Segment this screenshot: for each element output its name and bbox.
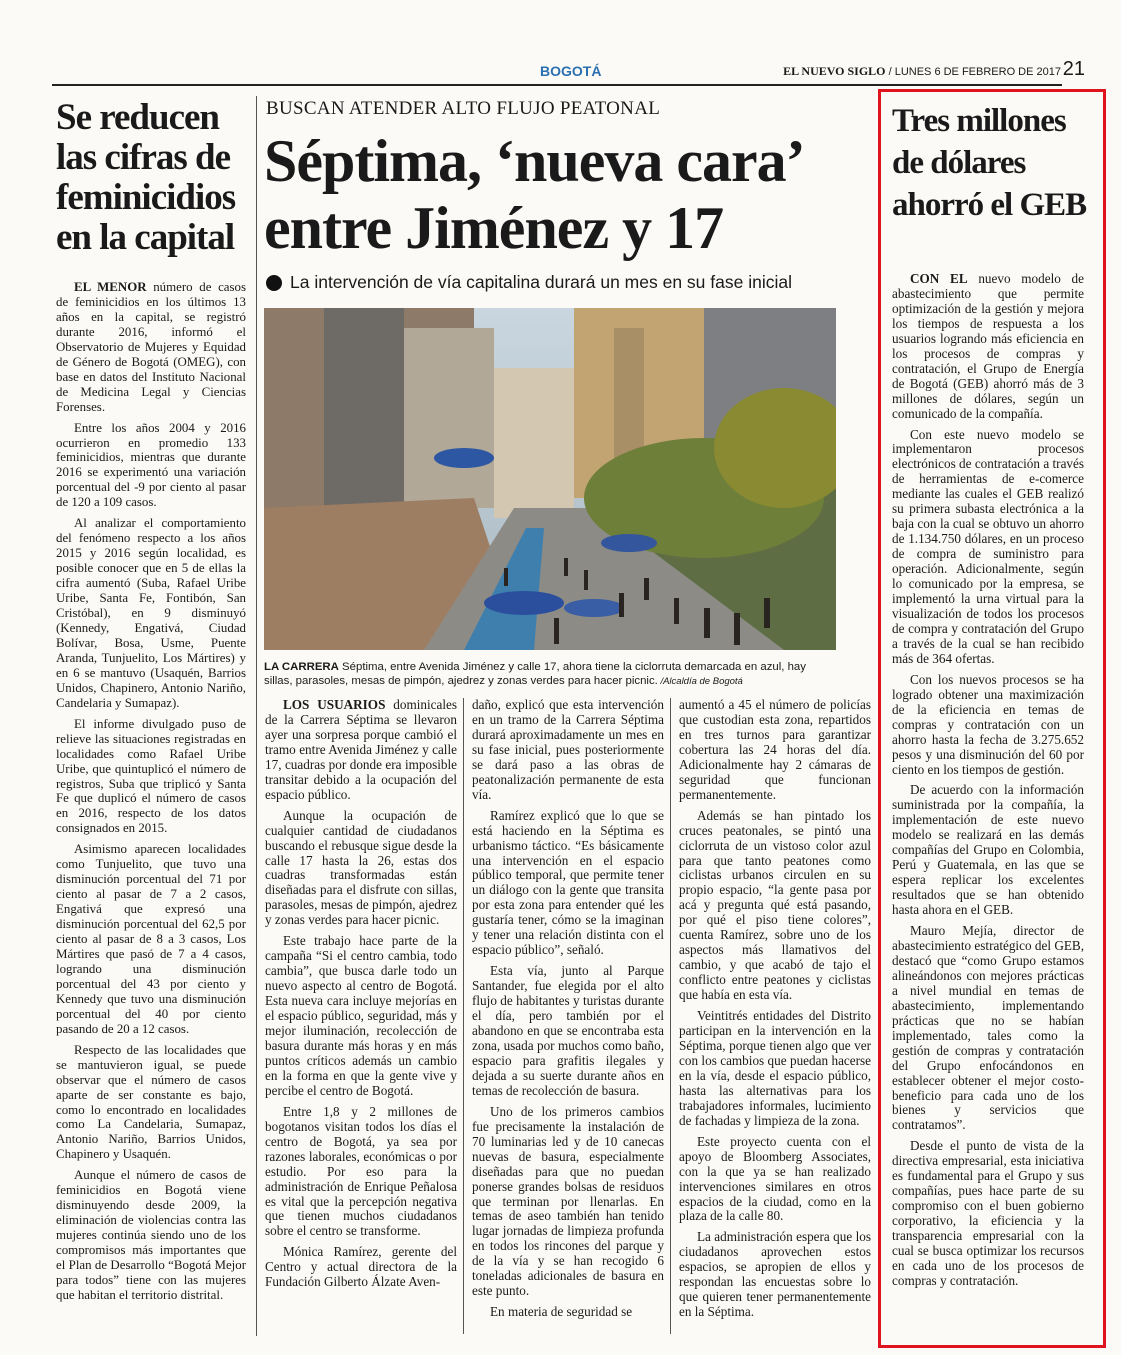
- center-paragraph: Uno de los primeros cambios fue precisamente la instalación de 70 luminarias led y de 10 canecas nuevas de basura, especialmente diseñadas para que no puedan ponerse grandes bolsas de residuos que terminan por llenarlas. En temas de aseo también han tenido lugar jornadas de limpieza profunda en todos los rincones del parque y de la vía y se han recogido 6 toneladas adicionales de basura en este punto.: [472, 1103, 664, 1299]
- center-paragraph: Entre 1,8 y 2 millones de bogotanos visitan todos los días el centro de Bogotá, ya sea por razones laborales, económicas o por estudio. Por eso para la administración de Enrique Peñalosa es vital que la percepción negativa que tienen muchos ciudadanos sobre el centro se transforme.: [265, 1103, 457, 1239]
- center-deck: [266, 272, 792, 293]
- right-lead-caps: CON EL: [910, 271, 968, 286]
- paper-name: EL NUEVO SIGLO: [783, 64, 886, 78]
- right-lead-text: nuevo modelo de abastecimiento que permite optimización de la gestión y mejora los tiempos de respuesta a los usuarios logrando más eficiencia en los procesos de compras y contratación, el Grupo de Energía de Bogotá (GEB) ahorró más de 3 millones de dólares, según un comunicado de la compañía.: [892, 271, 1085, 421]
- masthead-line: [783, 64, 1061, 79]
- center-column-2: [472, 698, 664, 1326]
- street-photo-illustration: [264, 308, 836, 650]
- right-paragraph: Mauro Mejía, director de abastecimiento estratégico del GEB, destacó que “como Grupo estamos alineándonos con mejores prácticas a nivel mundial en temas de abastecimiento, implementando prácticas que no se habían implementado, tales como la gestión de compras y contratación del Grupo enfocándonos en establecer obtener el mejor costo-beneficio para cada uno de los bienes y servicios que contratamos”.: [892, 923, 1084, 1133]
- center-paragraph: La administración espera que los ciudadanos aprovechen estos espacios, se apropien de ellos y respondan las encuestas sobre lo que quieren tener permanentemente en la Séptima.: [679, 1229, 871, 1320]
- center-paragraph: Este proyecto cuenta con el apoyo de Bloomberg Associates, con la que ya se han realizado intervenciones similares en otros espacios de la ciudad, como en la plaza de la calle 80.: [679, 1133, 871, 1224]
- center-paragraph: Esta vía, junto al Parque Santander, fue elegida por el alto flujo de habitantes y turistas durante el día, pero también por el abandono en que se encontraba esta zona, usada por muchos como baño, espacio para grafitis ilegales y dejada a su suerte durante años en temas de recolección de basura.: [472, 963, 664, 1098]
- center-column-3: [679, 698, 871, 1326]
- left-lead-paragraph: [56, 280, 246, 415]
- photo-credit: /Alcaldía de Bogotá: [657, 676, 743, 687]
- left-article-body: [56, 280, 246, 1309]
- page-number: 21: [1062, 58, 1085, 80]
- center-paragraph: Veintitrés entidades del Distrito participan en la intervención en la Séptima, porque tienen algo que ver con los cambios que puedan hacerse en la vía, desde el espacio público, hasta las alternativas para los trabajadores informales, lucimiento de fachadas y limpieza de la zona.: [679, 1008, 871, 1128]
- center-paragraph: Aunque la ocupación de cualquier cantidad de ciudadanos buscando el rebusque sigue desde la calle 17 hasta la 26, estas dos cuadras transformadas están diseñadas para el disfrute con sillas, parasoles, mesas de pimpón, ajedrez y zonas verdes para hacer picnic.: [265, 807, 457, 928]
- column-divider: [670, 698, 671, 1334]
- center-paragraph: Ramírez explicó que lo que se está haciendo en la Séptima es urbanismo táctico. “Es básicamente una intervención en el espacio público temporal, que permite tener un diálogo con la gente que transita por esta zona para entender qué les gustaría tener, cómo se la imaginan y tener una relación distinta con el espacio público”, señaló.: [472, 807, 664, 958]
- left-lead-text: número de casos de feminicidios en los últimos 13 años en la capital, se registró durante 2016, informó el Observatorio de Mujeres y Equidad de Género de Bogotá (OMEG), con base en datos del Instituto Nacional de Medicina Legal y Ciencias Forenses.: [56, 280, 246, 414]
- right-lead-paragraph: [892, 272, 1084, 422]
- right-paragraph: Con este nuevo modelo se implementaron procesos electrónicos de contratación a través de herramientas de e-comerce mediante las cuales el GEB realizó su primera subasta electrónica a la baja con la cual se obtuvo un ahorro de 1.134.750 dólares, en un proceso de compra de suministro para operación. Adicionalmente, según lo comunicado por la empresa, se implementó la urna virtual para la visualización de todos los procesos de compra y contratación del Grupo a través de la cual se han recibido más de 364 ofertas.: [892, 426, 1084, 666]
- center-lead-caps: LOS USUARIOS: [283, 697, 386, 712]
- center-paragraph: daño, explicó que esta intervención en un tramo de la Carrera Séptima durará aproximadamente un mes en su fase inicial, pues posteriormente se dará paso a las obras de peatonalización permanente de esta vía.: [472, 697, 664, 802]
- right-article-body: [892, 272, 1084, 1295]
- right-paragraph: Desde el punto de vista de la directiva empresarial, esta iniciativa es fundamental para el Grupo y sus compañías, pues hace parte de su compromiso con el buen gobierno corporativo, la eficiencia y la transparencia empresarial con la cual se busca optimizar los recursos en cada uno de los procesos de compras y contratación.: [892, 1138, 1084, 1288]
- center-kicker: BUSCAN ATENDER ALTO FLUJO PEATONAL: [266, 98, 661, 119]
- right-headline: Tres millones de dólares ahorró el GEB: [892, 103, 1087, 223]
- left-lead-caps: EL MENOR: [74, 280, 147, 294]
- column-divider: [463, 698, 464, 1334]
- center-paragraph: Además se han pintado los cruces peatonales, se pintó una ciclorruta de un vistoso color azul para que tanto peatones como ciclistas urbanos circulen en su propio espacio, “la gente pasa por acá y pregunta qué está pasando, por qué el piso tiene colores”, cuenta Ramírez, sobre uno de los aspectos más llamativos del cambio, y que acabó de tajo el conflicto entre peatones y ciclistas que había en esta vía.: [679, 807, 871, 1003]
- center-lead-paragraph: [265, 698, 457, 803]
- photo-caption: [264, 660, 836, 689]
- left-paragraph: Asimismo aparecen localidades como Tunjuelito, que tuvo una disminución porcentual del 71 por ciento al pasar de 7 a 2 casos, Engativá que expresó una disminución porcentual del 62,5 por ciento al pasar de 8 a 3 casos, Los Mártires que pasó de 7 a 4 casos, logrando una disminución porcentual del 43 por ciento y Kennedy que tuvo una disminución porcentual del 40 por ciento pasando de 20 a 12 casos.: [56, 842, 246, 1036]
- center-column-1: [265, 698, 457, 1296]
- left-paragraph: Entre los años 2004 y 2016 ocurrieron en promedio 133 feminicidios, mientras que durante 2016 se experimentó una variación porcentual del -9 por ciento al pasar de 120 a 109 casos.: [56, 420, 246, 510]
- center-headline: Séptima, ‘nueva cara’ entre Jiménez y 17: [264, 128, 801, 261]
- caption-caps: LA CARRERA: [264, 661, 339, 673]
- bullet-icon: [266, 275, 282, 291]
- center-paragraph: aumentó a 45 el número de policías que custodian esta zona, repartidos en tres turnos para garantizar cobertura las 24 horas del día. Adicionalmente hay 2 cámaras de seguridad que funcionan permanentemente.: [679, 697, 871, 802]
- street-photo: [264, 308, 836, 650]
- column-divider: [256, 96, 257, 1336]
- left-paragraph: Aunque el número de casos de feminicidios en Bogotá viene disminuyendo desde 2009, la eliminación de violencias contra las mujeres continúa siendo uno de los compromisos más importantes que el Plan de Desarrollo “Bogotá Mejor para todos” tiene con las mujeres que habitan el territorio distrital.: [56, 1168, 246, 1302]
- right-paragraph: De acuerdo con la información suministrada por la compañía, la implementación de este nuevo modelo se realizará en las demás compañías del Grupo en Colombia, Perú y Guatemala, en las que se espera replicar los excelentes resultados que se han obtenido hasta ahora en el GEB.: [892, 782, 1084, 918]
- center-paragraph: En materia de seguridad se: [490, 1304, 633, 1320]
- caption-text: Séptima, entre Avenida Jiménez y calle 17, ahora tiene la ciclorruta demarcada en azul, hay sillas, parasoles, mesas de pimpón, ajedrez y zonas verdes para hacer picnic.: [264, 661, 806, 687]
- header-rule: [52, 84, 1062, 86]
- left-paragraph: Al analizar el comportamiento del fenómeno respecto a los años 2015 y 2016 según localidad, es posible conocer que en 5 de ellas la cifra aumentó (Suba, Rafael Uribe Uribe, Santa Fe, Fontibón, San Cristóbal), en 9 disminuyó (Kennedy, Engativá, Ciudad Bolívar, Bosa, Usme, Puente Aranda, Tunjuelito, Los Mártires) y en 6 se mantuvo (Usaquén, Barrios Unidos, Chapinero, Antonio Nariño, Candelaria y Sumapaz).: [56, 516, 246, 710]
- center-paragraph: Mónica Ramírez, gerente del Centro y actual directora de la Fundación Gilberto Álzate Aven-: [265, 1244, 457, 1290]
- center-deck-text: La intervención de vía capitalina durará un mes en su fase inicial: [290, 272, 792, 292]
- left-paragraph: El informe divulgado puso de relieve las situaciones registradas en localidades como Rafael Uribe Uribe, que quintuplicó el número de registros, Suba que triplicó y Santa Fe que duplicó el número de casos en 2016, respecto de los datos consignados en 2015.: [56, 716, 246, 836]
- left-paragraph: Respecto de las localidades que se mantuvieron igual, se puede observar que el número de casos aparte de ser constante es bajo, como lo encontrado en localidades como La Candelaria, Sumapaz, Antonio Nariño, Barrios Unidos, Chapinero y Usaquén.: [56, 1042, 246, 1162]
- section-label: BOGOTÁ: [540, 63, 602, 79]
- issue-date: / LUNES 6 DE FEBRERO DE 2017: [888, 66, 1061, 78]
- center-lead-text: dominicales de la Carrera Séptima se llevaron ayer una sorpresa porque cambió el tramo entre Avenida Jiménez y calle 17, cuadras por donde era imposible transitar debido a la ocupación del espacio público.: [265, 697, 457, 802]
- center-paragraph: Este trabajo hace parte de la campaña “Si el centro cambia, todo cambia”, que busca darle todo un nuevo aspecto al centro de Bogotá. Esta nueva cara incluye mejorías en el espacio público, seguridad, más y mejor iluminación, recolección de basura durante más horas y en más puntos críticos además un cambio en la forma en que la gente vive y percibe el centro de Bogotá.: [265, 933, 457, 1098]
- left-headline: Se reducen las cifras de feminicidios en la capital: [56, 97, 236, 258]
- right-paragraph: Con los nuevos procesos se ha logrado obtener una maximización de la eficiencia en temas de compras y contratación con un ahorro hasta la fecha de 3.275.652 pesos y una disminución del 60 por ciento en los tiempos de gestión.: [892, 671, 1084, 777]
